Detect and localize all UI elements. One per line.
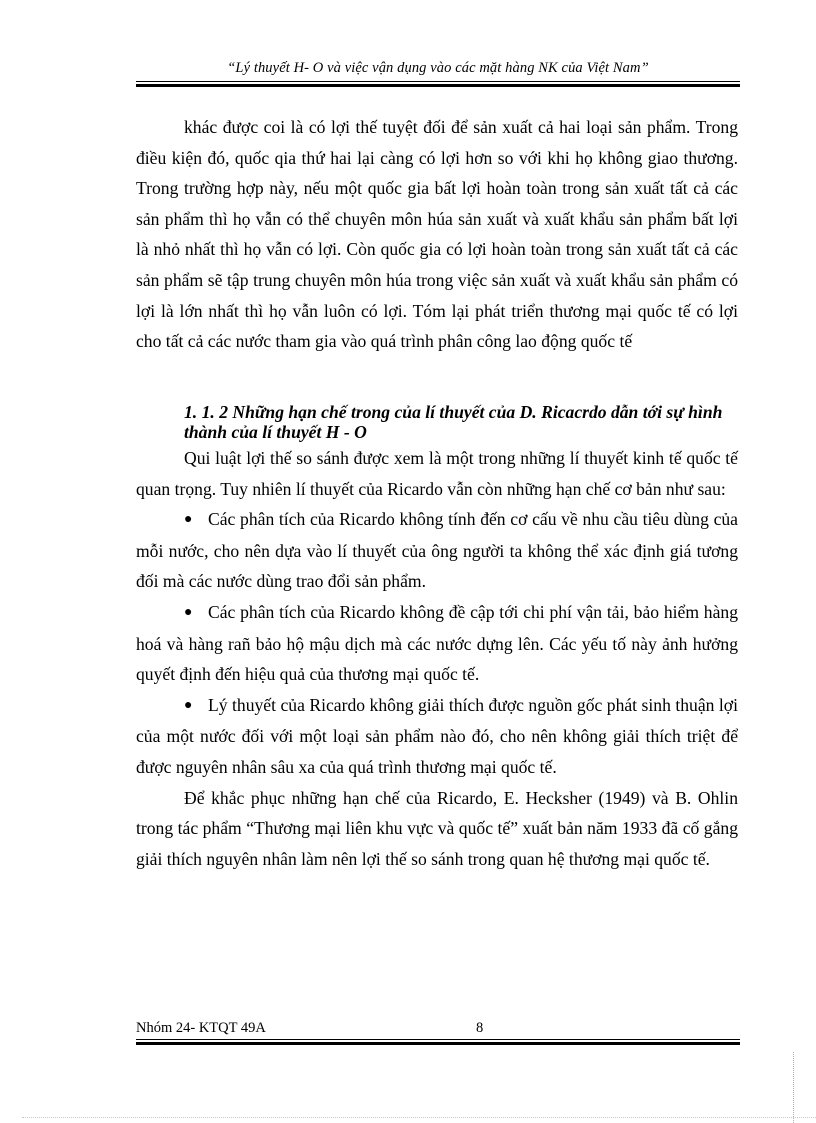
bullet-item-2 bbox=[136, 597, 738, 690]
bullet-icon: ● bbox=[184, 604, 193, 620]
page-edge-dotted-line bbox=[22, 1117, 816, 1118]
bullet-icon: ● bbox=[184, 697, 193, 713]
bullet-icon: ● bbox=[184, 512, 193, 528]
footer-rule-thin bbox=[136, 1039, 740, 1040]
bullet-item-1 bbox=[136, 504, 738, 597]
paragraph-3: Để khắc phục những hạn chế của Ricardo, E. Hecksher (1949) và B. Ohlin trong tác phẩm “Thương mại liên khu vực và quốc tế” xuất bản năm 1933 đã cố gắng giải thích nguyên nhân làm nên lợi thế so sánh trong quan hệ thương mại quốc tế. bbox=[136, 787, 738, 869]
page-number: 8 bbox=[476, 1020, 484, 1036]
running-header: “Lý thuyết H- O và việc vận dụng vào các mặt hàng NK của Việt Nam” bbox=[227, 60, 649, 76]
page-corner-dotted-line bbox=[793, 1052, 794, 1123]
bullet-item-3 bbox=[136, 690, 738, 783]
bullet-text: Lý thuyết của Ricardo không giải thích được nguồn gốc phát sinh thuận lợi của một nước đối với một loại sản phẩm nào đó, cho nên không giải thích triệt để được nguyên nhân sâu xa của quá trình thương mại quốc tế. bbox=[136, 694, 738, 777]
header-rule-thick bbox=[136, 84, 740, 87]
bullet-text: Các phân tích của Ricardo không đề cập tới chi phí vận tải, bảo hiểm hàng hoá và hàng rañ bảo hộ mậu dịch mà các nước dựng lên. Các yếu tố này ảnh hưởng quyết định đến hiệu quả của thương mại quốc tế. bbox=[136, 601, 738, 685]
footer-group-label: Nhóm 24- KTQT 49A bbox=[136, 1020, 266, 1036]
bullet-text: Các phân tích của Ricardo không tính đến cơ cấu về nhu cầu tiêu dùng của mỗi nước, cho nên dựa vào lí thuyết của ông người ta không thể xác định giá tương đối mà các nước dùng trao đổi sản phẩm. bbox=[136, 509, 738, 592]
body-section bbox=[136, 443, 738, 874]
section-heading: 1. 1. 2 Những hạn chế trong của lí thuyết của D. Ricacrdo dẫn tới sự hình thành của lí thuyết H - O bbox=[184, 402, 723, 442]
footer-rule-thick bbox=[136, 1042, 740, 1045]
header-rule-thin bbox=[136, 81, 740, 82]
paragraph-1: khác được coi là có lợi thế tuyệt đối để sản xuất cả hai loại sản phẩm. Trong điều kiện đó, quốc qia thứ hai lại càng có lợi hơn so với khi họ không giao thương. Trong trường hợp này, nếu một quốc gia bất lợi hoàn toàn trong sản xuất tất cả các sản phẩm thì họ vẫn có thể chuyên môn húa sản xuất và xuất khẩu sản phẩm bất lợi là nhỏ nhất thì họ vẫn có lợi. Còn quốc gia có lợi hoàn toàn trong sản xuất tất cả các sản phẩm sẽ tập trung chuyên môn húa trong việc sản xuất và xuất khẩu sản phẩm có lợi là lớn nhất thì họ vẫn luôn có lợi. Tóm lại phát triển thương mại quốc tế có lợi cho tất cả các nước tham gia vào quá trình phân công lao động quốc tế bbox=[136, 117, 738, 352]
paragraph-continued bbox=[136, 112, 738, 357]
paragraph-2: Qui luật lợi thế so sánh được xem là một trong những lí thuyết kinh tế quốc tế quan trọng. Tuy nhiên lí thuyết của Ricardo vẫn còn những hạn chế cơ bản như sau: bbox=[136, 448, 738, 499]
